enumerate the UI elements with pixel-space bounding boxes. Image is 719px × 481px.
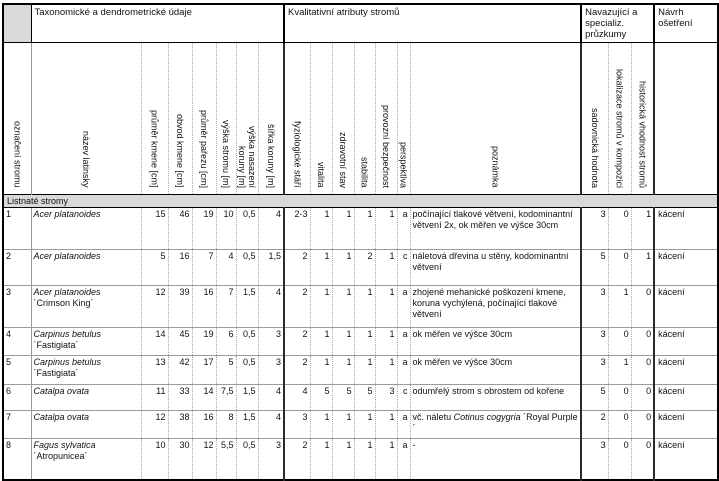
table-row: [3, 356, 718, 385]
cell-horticultural-value: 3: [581, 328, 608, 356]
cell-localization: 0: [608, 250, 631, 286]
cell-crown-base: 0,5: [236, 208, 258, 250]
cell-stability: 5: [354, 385, 375, 411]
cell-historical-suitability: 1: [631, 208, 654, 250]
table-row: [3, 250, 718, 286]
col-header-prumer-kmene: průměr kmene [cm]: [141, 43, 168, 195]
col-header-vitalita: vitalita: [310, 43, 332, 195]
cell-localization: 0: [608, 208, 631, 250]
species-name: Catalpa ovata: [33, 412, 90, 422]
cell-girth: 46: [168, 208, 192, 250]
cell-historical-suitability: 0: [631, 439, 654, 480]
cell-crown-base: 0,5: [236, 250, 258, 286]
cell-stump-diameter: 12: [192, 439, 216, 480]
col-header-prumer-parezu: průměr pařezu [cm]: [192, 43, 216, 195]
cell-crown-width: 1,5: [258, 250, 284, 286]
cell-girth: 39: [168, 286, 192, 328]
cell-stability: 1: [354, 286, 375, 328]
col-header-poznamka: poznámka: [410, 43, 581, 195]
cell-trunk-diameter: 15: [141, 208, 168, 250]
cell-historical-suitability: 1: [631, 250, 654, 286]
cell-crown-width: 3: [258, 356, 284, 385]
cell-tree-id: 4: [3, 328, 31, 356]
cell-tree-height: 7: [216, 286, 236, 328]
cell-tree-id: 8: [3, 439, 31, 480]
cell-stability: 1: [354, 411, 375, 439]
cell-localization: 0: [608, 439, 631, 480]
group-header-row: [3, 4, 718, 43]
cell-treatment: kácení: [654, 411, 718, 439]
cell-stability: 2: [354, 250, 375, 286]
cell-tree-id: 3: [3, 286, 31, 328]
col-header-sirka-koruny: šířka koruny [m]: [258, 43, 284, 195]
cell-stump-diameter: 19: [192, 208, 216, 250]
cell-health: 1: [332, 356, 354, 385]
cell-safety: 1: [375, 208, 397, 250]
cell-latin-name: [31, 411, 141, 439]
cell-health: 1: [332, 328, 354, 356]
cell-tree-height: 7,5: [216, 385, 236, 411]
table-body: [3, 195, 718, 480]
cell-vitality: 1: [310, 411, 332, 439]
cell-perspective: c: [397, 385, 410, 411]
corner-cell: [3, 4, 31, 43]
cell-tree-id: 5: [3, 356, 31, 385]
table-row: [3, 411, 718, 439]
col-header-historicka-vhodnost: historická vhodnost stromů: [631, 43, 654, 195]
cell-safety: 1: [375, 356, 397, 385]
cell-latin-name: [31, 356, 141, 385]
cell-horticultural-value: 3: [581, 356, 608, 385]
cell-crown-width: 4: [258, 385, 284, 411]
species-name: Catalpa ovata: [33, 386, 90, 396]
table-row: [3, 286, 718, 328]
cell-health: 5: [332, 385, 354, 411]
cell-stump-diameter: 17: [192, 356, 216, 385]
cell-tree-height: 8: [216, 411, 236, 439]
cell-treatment: kácení: [654, 328, 718, 356]
cell-tree-height: 10: [216, 208, 236, 250]
cell-crown-width: 3: [258, 328, 284, 356]
cell-localization: 0: [608, 385, 631, 411]
col-header-lokalizace: lokalizace stromů v kompozici: [608, 43, 631, 195]
col-header-perspektiva: perspektiva: [397, 43, 410, 195]
group-surveys: Navazující a specializ. průzkumy: [581, 4, 654, 43]
table-row: [3, 328, 718, 356]
cell-trunk-diameter: 14: [141, 328, 168, 356]
cell-perspective: a: [397, 411, 410, 439]
cell-perspective: a: [397, 328, 410, 356]
cell-trunk-diameter: 12: [141, 286, 168, 328]
cell-crown-base: 0,5: [236, 328, 258, 356]
cell-stump-diameter: 16: [192, 286, 216, 328]
cell-health: 1: [332, 208, 354, 250]
cell-phys-age: 2: [284, 328, 310, 356]
cell-safety: 1: [375, 411, 397, 439]
cell-tree-height: 4: [216, 250, 236, 286]
cell-localization: 0: [608, 411, 631, 439]
cell-crown-base: 0,5: [236, 439, 258, 480]
cell-treatment: kácení: [654, 250, 718, 286]
cell-health: 1: [332, 411, 354, 439]
col-header-sadovnicka-hodnota: sadovnická hodnota: [581, 43, 608, 195]
cell-phys-age: 2: [284, 439, 310, 480]
cell-horticultural-value: 3: [581, 286, 608, 328]
cell-vitality: 1: [310, 356, 332, 385]
cell-perspective: a: [397, 208, 410, 250]
cell-stump-diameter: 14: [192, 385, 216, 411]
species-name: Carpinus betulus: [33, 329, 102, 339]
cell-trunk-diameter: 5: [141, 250, 168, 286]
cell-girth: 30: [168, 439, 192, 480]
cell-note: ok měřen ve výšce 30cm: [410, 328, 581, 356]
cell-girth: 16: [168, 250, 192, 286]
col-header-oznaceni: označení stromu: [3, 43, 31, 195]
cell-stability: 1: [354, 328, 375, 356]
cell-horticultural-value: 3: [581, 439, 608, 480]
cell-girth: 33: [168, 385, 192, 411]
cell-historical-suitability: 0: [631, 286, 654, 328]
cell-vitality: 1: [310, 286, 332, 328]
cell-tree-height: 6: [216, 328, 236, 356]
col-header-vyska-stromu: výška stromu [m]: [216, 43, 236, 195]
cell-historical-suitability: 0: [631, 411, 654, 439]
cell-stump-diameter: 16: [192, 411, 216, 439]
cell-treatment: kácení: [654, 208, 718, 250]
cell-crown-base: 1,5: [236, 385, 258, 411]
col-header-stabilita: stabilita: [354, 43, 375, 195]
cell-crown-base: 1,5: [236, 411, 258, 439]
cell-safety: 1: [375, 328, 397, 356]
species-name: Acer platanoides: [33, 209, 101, 219]
section-label: Listnaté stromy: [3, 195, 718, 208]
cell-stability: 1: [354, 356, 375, 385]
cell-horticultural-value: 5: [581, 385, 608, 411]
cell-girth: 42: [168, 356, 192, 385]
cell-phys-age: 2-3: [284, 208, 310, 250]
group-taxonomic: Taxonomické a dendrometrické údaje: [31, 4, 284, 43]
col-header-obvod-kmene: obvod kmene [cm]: [168, 43, 192, 195]
col-header-vyska-nasazeni-koruny: výška nasazení koruny [m]: [236, 43, 258, 195]
cell-tree-height: 5,5: [216, 439, 236, 480]
cell-historical-suitability: 0: [631, 356, 654, 385]
cell-crown-width: 4: [258, 208, 284, 250]
section-row-listnate-stromy: [3, 195, 718, 208]
cell-treatment: kácení: [654, 286, 718, 328]
cell-phys-age: 3: [284, 411, 310, 439]
species-name: Carpinus betulus: [33, 357, 102, 367]
cell-stability: 1: [354, 208, 375, 250]
col-header-navrh-empty: [654, 43, 718, 195]
cell-safety: 1: [375, 286, 397, 328]
cell-girth: 45: [168, 328, 192, 356]
cell-phys-age: 2: [284, 250, 310, 286]
species-name: Fagus sylvatica: [33, 440, 96, 450]
species-name: Acer platanoides: [33, 251, 101, 261]
cell-crown-base: 0,5: [236, 356, 258, 385]
cell-historical-suitability: 0: [631, 385, 654, 411]
cell-crown-width: 3: [258, 439, 284, 480]
cell-tree-height: 5: [216, 356, 236, 385]
cell-vitality: 1: [310, 208, 332, 250]
cell-historical-suitability: 0: [631, 328, 654, 356]
cell-vitality: 5: [310, 385, 332, 411]
cell-safety: 3: [375, 385, 397, 411]
table-row: [3, 439, 718, 480]
cell-latin-name: [31, 286, 141, 328]
cell-perspective: a: [397, 286, 410, 328]
cell-stump-diameter: 7: [192, 250, 216, 286]
col-header-zdravotni-stav: zdravotní stav: [332, 43, 354, 195]
group-qualitative: Kvalitativní atributy stromů: [284, 4, 581, 43]
col-header-nazev: název latinsky: [31, 43, 141, 195]
cell-tree-id: 2: [3, 250, 31, 286]
cell-horticultural-value: 5: [581, 250, 608, 286]
cell-latin-name: [31, 328, 141, 356]
cultivar-name: ´Atropunicea´: [33, 451, 88, 461]
cell-safety: 1: [375, 250, 397, 286]
cell-vitality: 1: [310, 250, 332, 286]
cell-note: počínající tlakové větvení, kodominantní větvení 2x, ok měřen ve výšce 30cm: [410, 208, 581, 250]
cell-localization: 1: [608, 356, 631, 385]
group-treatment: Návrh ošetření: [654, 4, 718, 43]
cell-treatment: kácení: [654, 439, 718, 480]
cell-note: odumřelý strom s obrostem od kořene: [410, 385, 581, 411]
cell-perspective: c: [397, 250, 410, 286]
cell-crown-width: 4: [258, 286, 284, 328]
cell-horticultural-value: 3: [581, 208, 608, 250]
cell-stump-diameter: 19: [192, 328, 216, 356]
cultivar-name: ´Crimson King´: [33, 298, 94, 308]
cell-health: 1: [332, 286, 354, 328]
cell-note: -: [410, 439, 581, 480]
cell-note: zhojené mehanické poškození kmene, koruna vychýlená, počínající tlakové větvení: [410, 286, 581, 328]
cell-perspective: a: [397, 356, 410, 385]
cell-treatment: kácení: [654, 356, 718, 385]
cultivar-name: ´Fastigiata´: [33, 368, 79, 378]
species-name: Acer platanoides: [33, 287, 101, 297]
cell-note: náletová dřevina u stěny, kodominantní větvení: [410, 250, 581, 286]
cell-health: 1: [332, 250, 354, 286]
table-row: [3, 385, 718, 411]
cell-safety: 1: [375, 439, 397, 480]
cell-crown-base: 1,5: [236, 286, 258, 328]
cell-latin-name: [31, 250, 141, 286]
cell-health: 1: [332, 439, 354, 480]
cultivar-name: ´Fastigiata´: [33, 340, 79, 350]
cell-phys-age: 4: [284, 385, 310, 411]
cell-vitality: 1: [310, 328, 332, 356]
cell-localization: 0: [608, 328, 631, 356]
cell-phys-age: 2: [284, 286, 310, 328]
cell-latin-name: [31, 385, 141, 411]
cell-trunk-diameter: 12: [141, 411, 168, 439]
cell-tree-id: 7: [3, 411, 31, 439]
cell-latin-name: [31, 208, 141, 250]
cell-latin-name: [31, 439, 141, 480]
cell-localization: 1: [608, 286, 631, 328]
cell-tree-id: 1: [3, 208, 31, 250]
cell-stability: 1: [354, 439, 375, 480]
col-header-provozni-bezpecnost: provozní bezpečnost: [375, 43, 397, 195]
cell-horticultural-value: 2: [581, 411, 608, 439]
cell-trunk-diameter: 11: [141, 385, 168, 411]
table-row: [3, 208, 718, 250]
cell-crown-width: 4: [258, 411, 284, 439]
cell-trunk-diameter: 10: [141, 439, 168, 480]
tree-survey-table: [2, 3, 719, 481]
cell-treatment: kácení: [654, 385, 718, 411]
cell-note: ok měřen ve výšce 30cm: [410, 356, 581, 385]
cell-trunk-diameter: 13: [141, 356, 168, 385]
cell-vitality: 1: [310, 439, 332, 480]
cell-girth: 38: [168, 411, 192, 439]
cell-tree-id: 6: [3, 385, 31, 411]
cell-phys-age: 2: [284, 356, 310, 385]
cell-perspective: a: [397, 439, 410, 480]
col-header-fyziologicke-stari: fyziologické stáří: [284, 43, 310, 195]
cell-note: vč. náletu Cotinus cogygria ´Royal Purple´: [410, 411, 581, 439]
column-header-row: [3, 43, 718, 195]
